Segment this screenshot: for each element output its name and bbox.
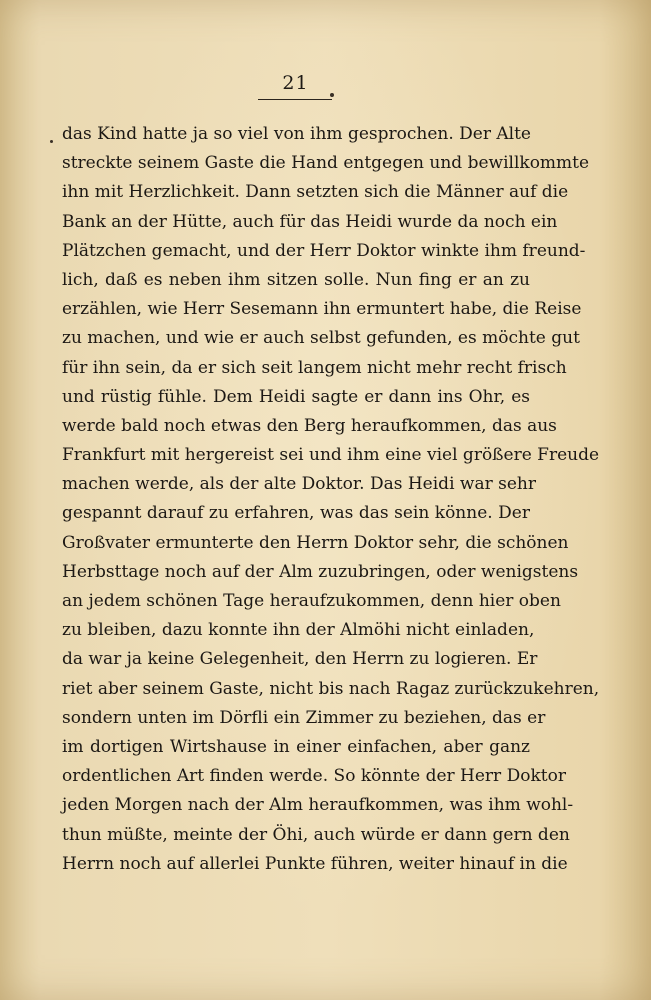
text-line: jeden Morgen nach der Alm heraufkommen, was ihm wohl-: [62, 795, 574, 816]
body-text: [62, 120, 600, 879]
ink-speck: [50, 140, 53, 143]
text-line: machen werde, als der alte Doktor. Das Heidi war sehr: [62, 474, 536, 495]
text-line: da war ja keine Gelegenheit, den Herrn zu logieren. Er: [62, 649, 538, 670]
text-line: Bank an der Hütte, auch für das Heidi wurde da noch ein: [62, 211, 558, 232]
text-line: erzählen, wie Herr Sesemann ihn ermuntert habe, die Reise: [62, 299, 582, 320]
text-line: das Kind hatte ja so viel von ihm gesprochen. Der Alte: [62, 124, 531, 144]
text-line: im dortigen Wirtshause in einer einfachen, aber ganz: [62, 736, 530, 757]
text-line: sondern unten im Dörfli ein Zimmer zu beziehen, das er: [62, 707, 546, 728]
text-line: Herbsttage noch auf der Alm zuzubringen, oder wenigstens: [62, 561, 579, 582]
ink-speck: [330, 93, 334, 97]
text-line: Plätzchen gemacht, und der Herr Doktor winkte ihm freund-: [62, 240, 586, 261]
text-line: thun müßte, meinte der Öhi, auch würde er dann gern den: [62, 824, 570, 845]
text-line: ihn mit Herzlichkeit. Dann setzten sich die Männer auf die: [62, 182, 569, 203]
text-line: werde bald noch etwas den Berg heraufkommen, das aus: [62, 415, 557, 436]
text-line: an jedem schönen Tage heraufzukommen, denn hier oben: [62, 591, 561, 611]
text-line: streckte seinem Gaste die Hand entgegen und bewillkommte: [62, 153, 590, 174]
text-line: riet aber seinem Gaste, nicht bis nach Ragaz zurückzukehren,: [62, 678, 600, 699]
text-line: und rüstig fühle. Dem Heidi sagte er dann ins Ohr, es: [62, 386, 530, 407]
text-line: Herrn noch auf allerlei Punkte führen, weiter hinauf in die: [62, 853, 568, 874]
text-line: zu bleiben, dazu konnte ihn der Almöhi nicht einladen,: [62, 620, 535, 641]
page-number: 21: [282, 72, 309, 94]
text-line: gespannt darauf zu erfahren, was das sein könne. Der: [62, 503, 530, 524]
text-line: ordentlichen Art finden werde. So könnte der Herr Doktor: [62, 766, 566, 787]
text-line: lich, daß es neben ihm sitzen solle. Nun fing er an zu: [62, 269, 530, 290]
text-line: Frankfurt mit hergereist sei und ihm eine viel größere Freude: [62, 445, 600, 466]
text-line: zu machen, und wie er auch selbst gefunden, es möchte gut: [62, 328, 580, 349]
text-line: Großvater ermunterte den Herrn Doktor sehr, die schönen: [62, 532, 569, 553]
header-rule: [258, 99, 332, 100]
text-line: für ihn sein, da er sich seit langem nicht mehr recht frisch: [62, 357, 567, 378]
